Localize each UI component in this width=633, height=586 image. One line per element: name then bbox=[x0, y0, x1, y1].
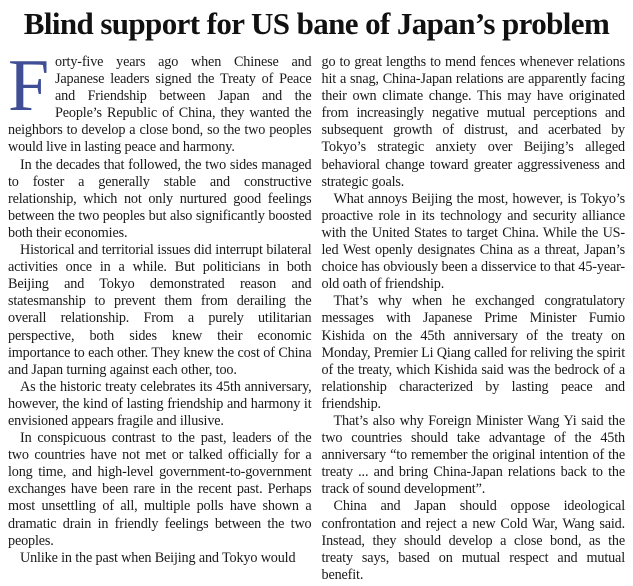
left-column bbox=[8, 45, 312, 584]
paragraph: As the historic treaty celebrates its 45th anniversary, however, the kind of lasting friendship and harmony it envisioned appears fragile and illusive. bbox=[8, 378, 312, 429]
drop-cap: F bbox=[8, 45, 50, 127]
paragraph: That’s why when he exchanged congratulatory messages with Japanese Prime Minister Fumio Kishida on the 45th anniversary of the treaty on Monday, Premier Li Qiang called for reliving the spirit of the treaty, which Kishida said was the bedrock of a relationship characterized by lasting peace and friendship. bbox=[321, 293, 625, 412]
paragraph: In the decades that followed, the two sides managed to foster a generally stable and constructive relationship, which not only nurtured good feelings between the two peoples but also significantly boosted both their economies. bbox=[8, 156, 312, 241]
paragraph: What annoys Beijing the most, however, is Tokyo’s proactive role in its technology and security alliance with the United States to target China. While the US-led West openly designates China as a threat, Japan’s choice has obviously been a disservice to that 45-year-old oath of friendship. bbox=[321, 190, 625, 293]
paragraph: go to great lengths to mend fences whenever relations hit a snag, China-Japan relations are apparently facing their own climate change. This may have originated from increasingly negative mutual perceptions and subsequent growth of distrust, and acerbated by Tokyo’s strategic anxiety over Beijing’s alleged behavioral change toward greater aggressiveness and strategic goals. bbox=[321, 54, 625, 190]
paragraph: Forty-five years ago when Chinese and Japanese leaders signed the Treaty of Peace and Friendship between Japan and the People’s Republic of China, they wanted the neighbors to develop a close bond, so the two peoples would live in lasting peace and harmony. bbox=[8, 45, 312, 156]
paragraph: In conspicuous contrast to the past, leaders of the two countries have not met or talked officially for a long time, and high-level government-to-government exchanges have been rare in the recent past. Perhaps most unsettling of all, multiple polls have shown a dramatic drain in friendly feelings between the two peoples. bbox=[8, 430, 312, 549]
headline: Blind support for US bane of Japan’s problem bbox=[23, 6, 610, 41]
paragraph: That’s also why Foreign Minister Wang Yi said the two countries should take advantage of the 45th anniversary “to remember the original intention of the treaty ... and bring China-Japan relations back to the track of sound development”. bbox=[321, 412, 625, 498]
right-column bbox=[322, 54, 626, 584]
paragraph: Historical and territorial issues did interrupt bilateral activities once in a while. But politicians in both Beijing and Tokyo demonstrated reason and statesmanship to prevent them from derailing the overall relationship. From a purely utilitarian perspective, both sides knew their economic importance to each other. They knew the cost of China and Japan turning against each other, too. bbox=[8, 242, 312, 378]
article-body bbox=[8, 45, 625, 584]
paragraph: Unlike in the past when Beijing and Tokyo would bbox=[20, 549, 296, 566]
paragraph: China and Japan should oppose ideological confrontation and reject a new Cold War, Wang said. Instead, they should develop a close bond, as the treaty says, based on mutual respect and mutual benefit. bbox=[321, 498, 625, 583]
